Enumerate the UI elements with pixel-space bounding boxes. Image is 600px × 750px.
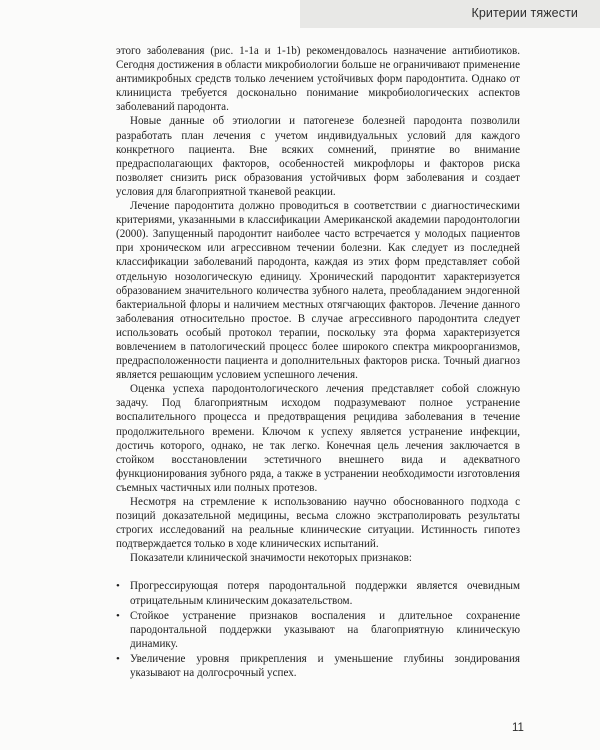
paragraph-etiology: Новые данные об этиологии и патогенезе болезней пародонта позволили разработать план лечения с учетом индивидуальных условий для каждого конкретного пациента. Вне всяких сомнений, принятие во внимание предрасполагающих факторов, особенностей микрофлоры и факторов риска позволяет снизить риск образования устойчивых форм заболевания и создает условия для благоприятной тканевой реакции. (116, 115, 520, 198)
paragraph-continuation: этого заболевания (рис. 1-1а и 1-1b) рекомендовалось назначение антибиотиков. Сегодня достижения в области микробиологии больше не ограничивают применение антимикробных средств только лечением устойчивых форм пародонтита. Однако от клинициста требуется досконально понимание микробиологических аспектов заболеваний пародонта. (116, 45, 520, 114)
list-item-text: Стойкое устранение признаков воспаления и длительное сохранение пародонтальной поддержки указывают на благоприятную клиническую динамику. (130, 609, 520, 650)
list-item (116, 609, 520, 651)
paragraph-indicators-intro: Показатели клинической значимости некоторых признаков: (130, 552, 412, 565)
indicators-list (116, 579, 520, 680)
paragraph-treatment-criteria: Лечение пародонтита должно проводиться в соответствии с диагностическими критериями, указанными в классификации Американской академии пародонтологии (2000). Запущенный пародонтит наиболее часто встречается у молодых пациентов при хроническом или агрессивном течении болезни. Как следует из последней классификации заболеваний пародонта, каждая из этих форм представляет собой отдельную нозологическую единицу. Хронический пародонтит характеризуется образованием значительного количества зубного налета, преобладанием эндогенной бактериальной флоры и наличием местных отягчающих факторов. Лечение данного заболевания относительно простое. В случае агрессивного пародонтита следует использовать особый протокол терапии, поскольку эта форма характеризуется вовлечением в патологический процесс более широкого спектра микроорганизмов, предрасположенности пациента и дополнительных факторов риска. Точный диагноз является решающим условием успешного лечения. (116, 200, 520, 382)
bullet-icon: • (116, 652, 120, 665)
running-header (300, 0, 600, 28)
list-item (116, 652, 520, 680)
list-item (116, 579, 520, 607)
list-item-text: Прогрессирующая потеря пародонтальной поддержки является очевидным отрицательным клиническим доказательством. (130, 580, 520, 607)
bullet-icon: • (116, 580, 120, 593)
page-number: 11 (512, 722, 524, 734)
bullet-icon: • (116, 609, 120, 622)
paragraph-success-assessment: Оценка успеха пародонтологического лечения представляет собой сложную задачу. Под благоприятным исходом подразумевают полное устранение воспалительного процесса и предотвращения рецидива заболевания в течение продолжительного времени. Ключом к успеху является устранение инфекции, достичь которого, однако, не так легко. Конечная цель лечения заключается в стойком восстановлении эстетичного внешнего вида и адекватного функционирования зубного ряда, а также в устранении необходимости изготовления съемных частичных или полных протезов. (116, 383, 520, 494)
list-item-text: Увеличение уровня прикрепления и уменьшение глубины зондирования указывают на долгосрочный успех. (130, 652, 520, 680)
running-header-title: Критерии тяжести (471, 6, 578, 20)
paragraph-evidence-based: Несмотря на стремление к использованию научно обоснованного подхода с позиций доказательной медицины, весьма сложно экстраполировать результаты строгих исследований на реальные клинические ситуации. Истинность гипотез подтверждается только в ходе клинических испытаний. (116, 496, 520, 551)
body-text (116, 44, 520, 681)
